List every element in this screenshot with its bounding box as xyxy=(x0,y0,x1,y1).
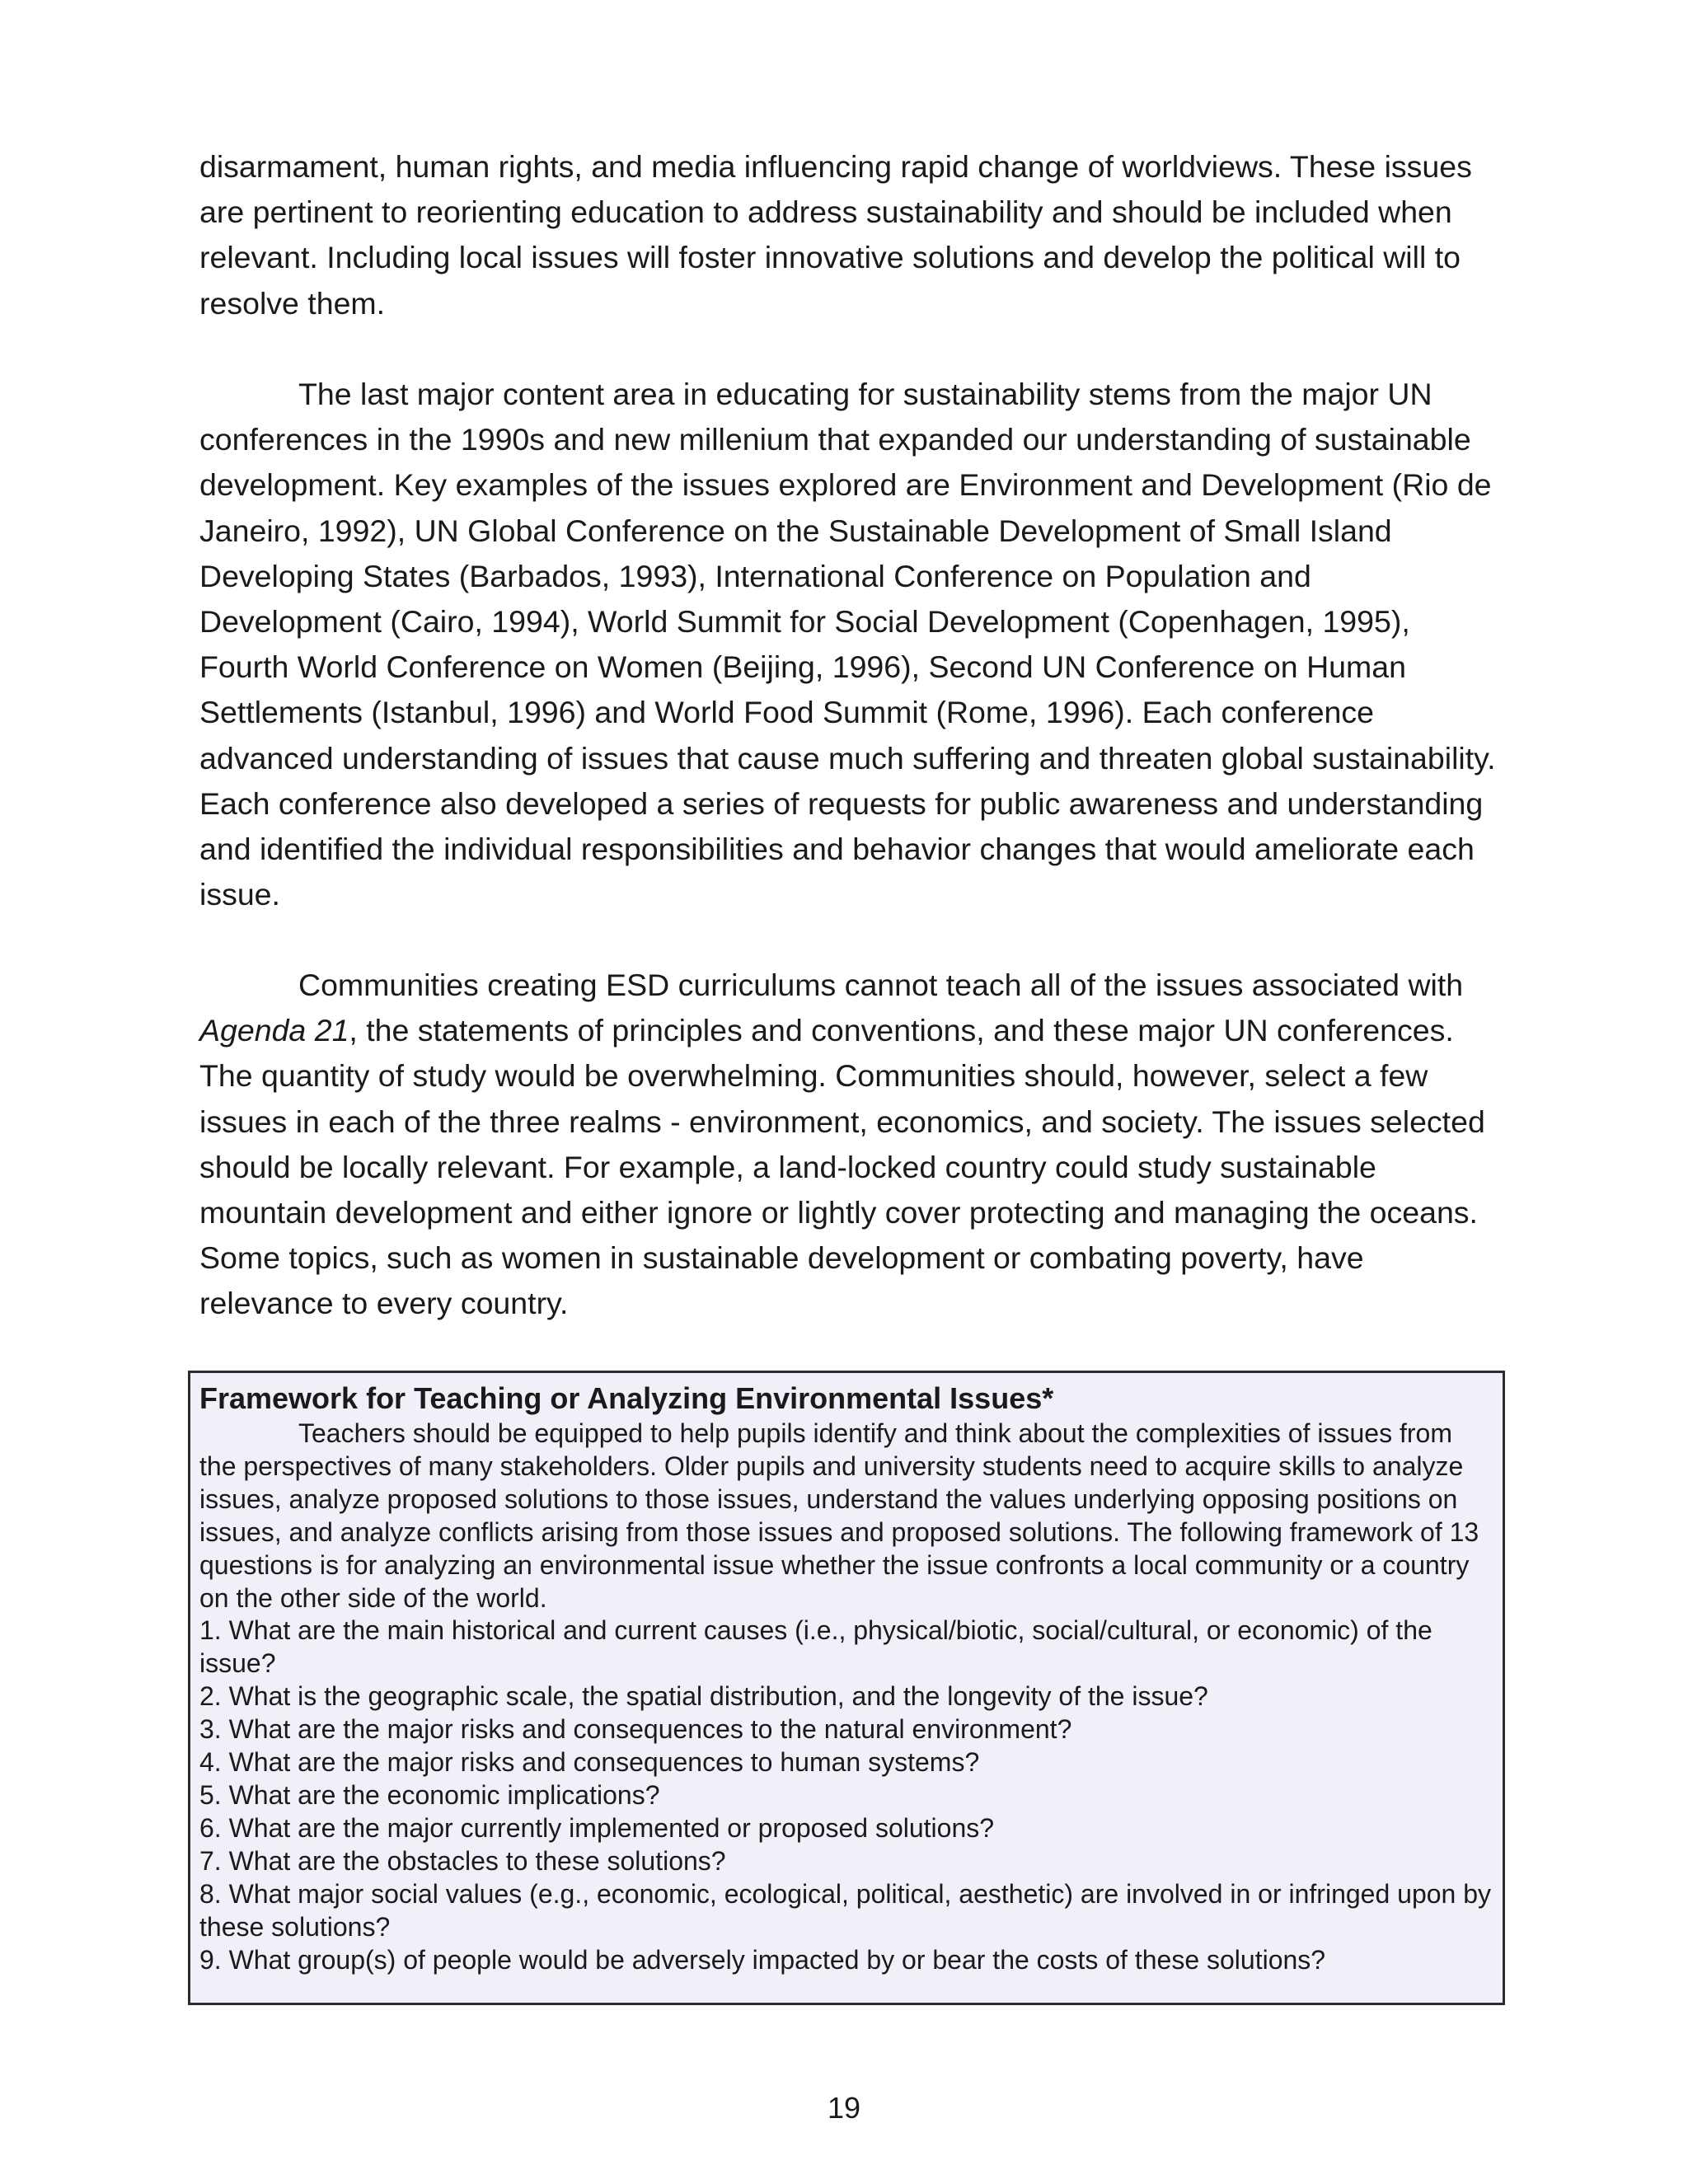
framework-title: Framework for Teaching or Analyzing Environmental Issues* xyxy=(199,1381,1054,1415)
framework-question: 6. What are the major currently implemented or proposed solutions? xyxy=(199,1812,995,1843)
framework-box xyxy=(188,1371,1505,2005)
paragraph-2-text: The last major content area in educating for sustainability stems from the major UN conferences in the 1990s and new millenium that expanded our understanding of sustainable development. Key examples of the issues explored are Environment and Development (Rio de Janeiro, 1992), UN Global Conference on the Sustainable Development of Small Island Developing States (Barbados, 1993), International Conference on Population and Development (Cairo, 1994), World Summit for Social Development (Copenhagen, 1995), Fourth World Conference on Women (Beijing, 1996), Second UN Conference on Human Settlements (Istanbul, 1996) and World Food Summit (Rome, 1996). Each conference advanced understanding of issues that cause much suffering and threaten global sustainability. Each conference also developed a series of requests for public awareness and understanding and identified the individual responsibilities and behavior changes that would ameliorate each issue. xyxy=(199,377,1496,912)
framework-question: 5. What are the economic implications? xyxy=(199,1779,660,1810)
page-number: 19 xyxy=(827,2091,861,2125)
framework-question: 9. What group(s) of people would be adversely impacted by or bear the costs of these solutions? xyxy=(199,1944,1326,1975)
paragraph-3-start: Communities creating ESD curriculums cannot teach all of the issues associated with xyxy=(298,968,1464,1002)
framework-question: 8. What major social values (e.g., economic, ecological, political, aesthetic) are involved in or infringed upon by these solutions? xyxy=(199,1878,1492,1942)
framework-question-list xyxy=(199,1615,1493,1976)
paragraph-3-end: , the statements of principles and conventions, and these major UN conferences. The quantity of study would be overwhelming. Communities should, however, select a few issues in each of the three realms - environment, economics, and society. The issues selected should be locally relevant. For example, a land-locked country could study sustainable mountain development and either ignore or lightly cover protecting and managing the oceans. Some topics, such as women in sustainable development or combating poverty, have relevance to every country. xyxy=(199,1013,1485,1321)
paragraph-3 xyxy=(199,963,1502,1327)
paragraph-1 xyxy=(199,144,1502,326)
framework-intro xyxy=(199,1418,1493,1615)
framework-question: 1. What are the main historical and current causes (i.e., physical/biotic, social/cultural, or economic) of the issue? xyxy=(199,1615,1432,1679)
paragraph-2 xyxy=(199,372,1502,917)
framework-intro-text: Teachers should be equipped to help pupils identify and think about the complexities of issues from the perspectives of many stakeholders. Older pupils and university students need to acquire skills to analyze issues, analyze proposed solutions to those issues, understand the values underlying opposing positions on issues, and analyze conflicts arising from those issues and proposed solutions. The following framework of 13 questions is for analyzing an environmental issue whether the issue confronts a local community or a country on the other side of the world. xyxy=(199,1418,1479,1613)
framework-question: 7. What are the obstacles to these solutions? xyxy=(199,1845,726,1876)
framework-question: 4. What are the major risks and consequences to human systems? xyxy=(199,1747,980,1778)
framework-question: 3. What are the major risks and consequences to the natural environment? xyxy=(199,1714,1072,1745)
paragraph-1-text: disarmament, human rights, and media influencing rapid change of worldviews. These issues are pertinent to reorienting education to address sustainability and should be included when relevant. Including local issues will foster innovative solutions and develop the political will to resolve them. xyxy=(199,149,1472,321)
framework-question: 2. What is the geographic scale, the spatial distribution, and the longevity of the issue? xyxy=(199,1681,1208,1712)
agenda-21-title: Agenda 21 xyxy=(199,1013,349,1048)
